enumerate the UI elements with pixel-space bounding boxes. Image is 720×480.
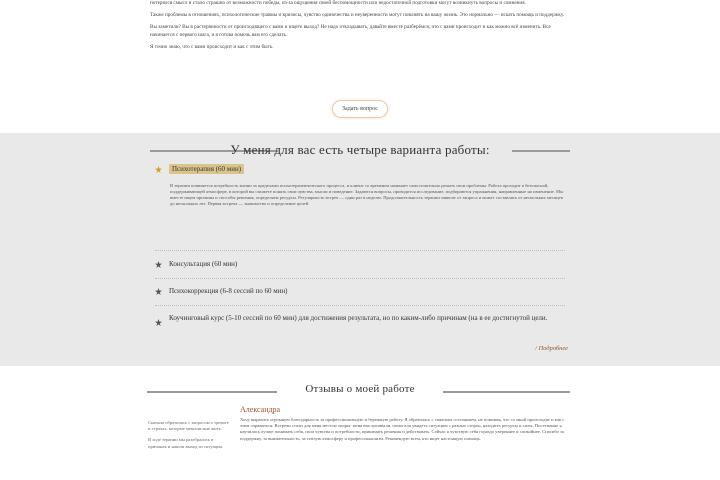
intro-paragraph: Вы заметили? Вы в растерянности от происходящего с вами и ищете выход? Не надо откладывать, давайте вместе разберёмся, что с вами происходит и как можно всё изменить. Все начинается с первого шага, и я готова помочь вам его сделать. bbox=[150, 24, 551, 38]
services-title bbox=[0, 142, 720, 158]
review-summary-paragraph: Сначала обратилась с запросом о тревоге и страхах, которые мешали мне жить. bbox=[148, 420, 229, 432]
intro-text bbox=[150, 0, 570, 56]
service-label: Психокоррекция (6-8 сессий по 60 мин) bbox=[169, 287, 288, 295]
intro-paragraph: Я точно знаю, что с вами происходит и как с этим быть. bbox=[150, 43, 274, 50]
service-label: Консультация (60 мин) bbox=[169, 260, 238, 268]
divider bbox=[155, 305, 565, 307]
more-link[interactable]: / Подробнее bbox=[535, 345, 568, 352]
review-summary-paragraph: В ходе терапии мы разобрались в причинах и нашли выход из ситуации. bbox=[148, 437, 224, 449]
service-label: Коучинговый курс (5-10 сессий по 60 мин) для достижения результата, но по каким-либо причинам (на в ее достигнутой цели. bbox=[169, 314, 548, 322]
star-bullet-icon bbox=[155, 166, 162, 173]
reviews-title bbox=[0, 383, 720, 399]
more-link-text: Подробнее bbox=[538, 345, 568, 352]
ask-question-button[interactable]: Задать вопрос bbox=[332, 100, 388, 118]
reviews-title-text: Отзывы о моей работе bbox=[305, 383, 415, 395]
service-label: Психотерапия (60 мин) bbox=[169, 164, 244, 174]
star-bullet-icon bbox=[155, 261, 162, 268]
intro-paragraph: Также проблемы в отношениях, психологические травмы и кризисы, чувство одиночества и неуверенности могут повлиять на вашу жизнь. Это нормально — искать помощь и поддержку. bbox=[150, 12, 565, 19]
review-paragraph: Хочу выразить огромную благодарность за профессиональную и бережную работу. Я обратилась с тяжелым состоянием, не понимая, что со мной происходит и как с этим справиться. Встречи стали для меня местом опоры: меня выслушивали, помогали увидеть ситуацию с разных сторон, находить ресурсы и силы. Постепенно я научилась лучше понимать себя, свои чувства и потребности, принимать решения и действовать. Сейчас я чувствую себя гораздо увереннее и спокойнее. Спасибо за поддержку, за внимательность, за теплую атмосферу и профессионализм. Рекомендую всем, кто ищет настоящую помощь. bbox=[240, 417, 565, 441]
review-summary bbox=[148, 420, 230, 455]
star-bullet-icon bbox=[155, 319, 162, 326]
divider bbox=[155, 250, 565, 252]
review-text bbox=[240, 417, 570, 447]
star-bullet-icon bbox=[155, 288, 162, 295]
reviewer-name: Александра bbox=[240, 405, 281, 414]
intro-paragraph: потерялся смысл и стало страшно от возможности победы, из-за ощущения своей беспомощности или недостаточной подготовки могут возникнуть вопросы и сомнения. bbox=[150, 0, 526, 6]
divider bbox=[155, 278, 565, 280]
cta-wrapper bbox=[0, 97, 720, 118]
service-description: В терапии появляется потребность жизни за пределами психотерапевтического процесса, и клиент со временем начинает самостоятельно решать свои проблемы. Работа проходит в безопасной, поддерживающей атмосфере, в которой вы сможете понять свои чувства, мысли и поведение. Задаются вопросы, проводится исследование, подбираются упражнения, направленные на изменение. Мы вместе ищем причины и способы решения, определяем ресурсы. Регулярность встреч — один раз в неделю. Продолжительность терапии зависит от запроса и может составлять от нескольких месяцев до нескольких лет. Первая встреча — знакомство и определение целей. bbox=[170, 183, 564, 206]
services-title-text: У меня для вас есть четыре варианта работы: bbox=[230, 142, 490, 157]
